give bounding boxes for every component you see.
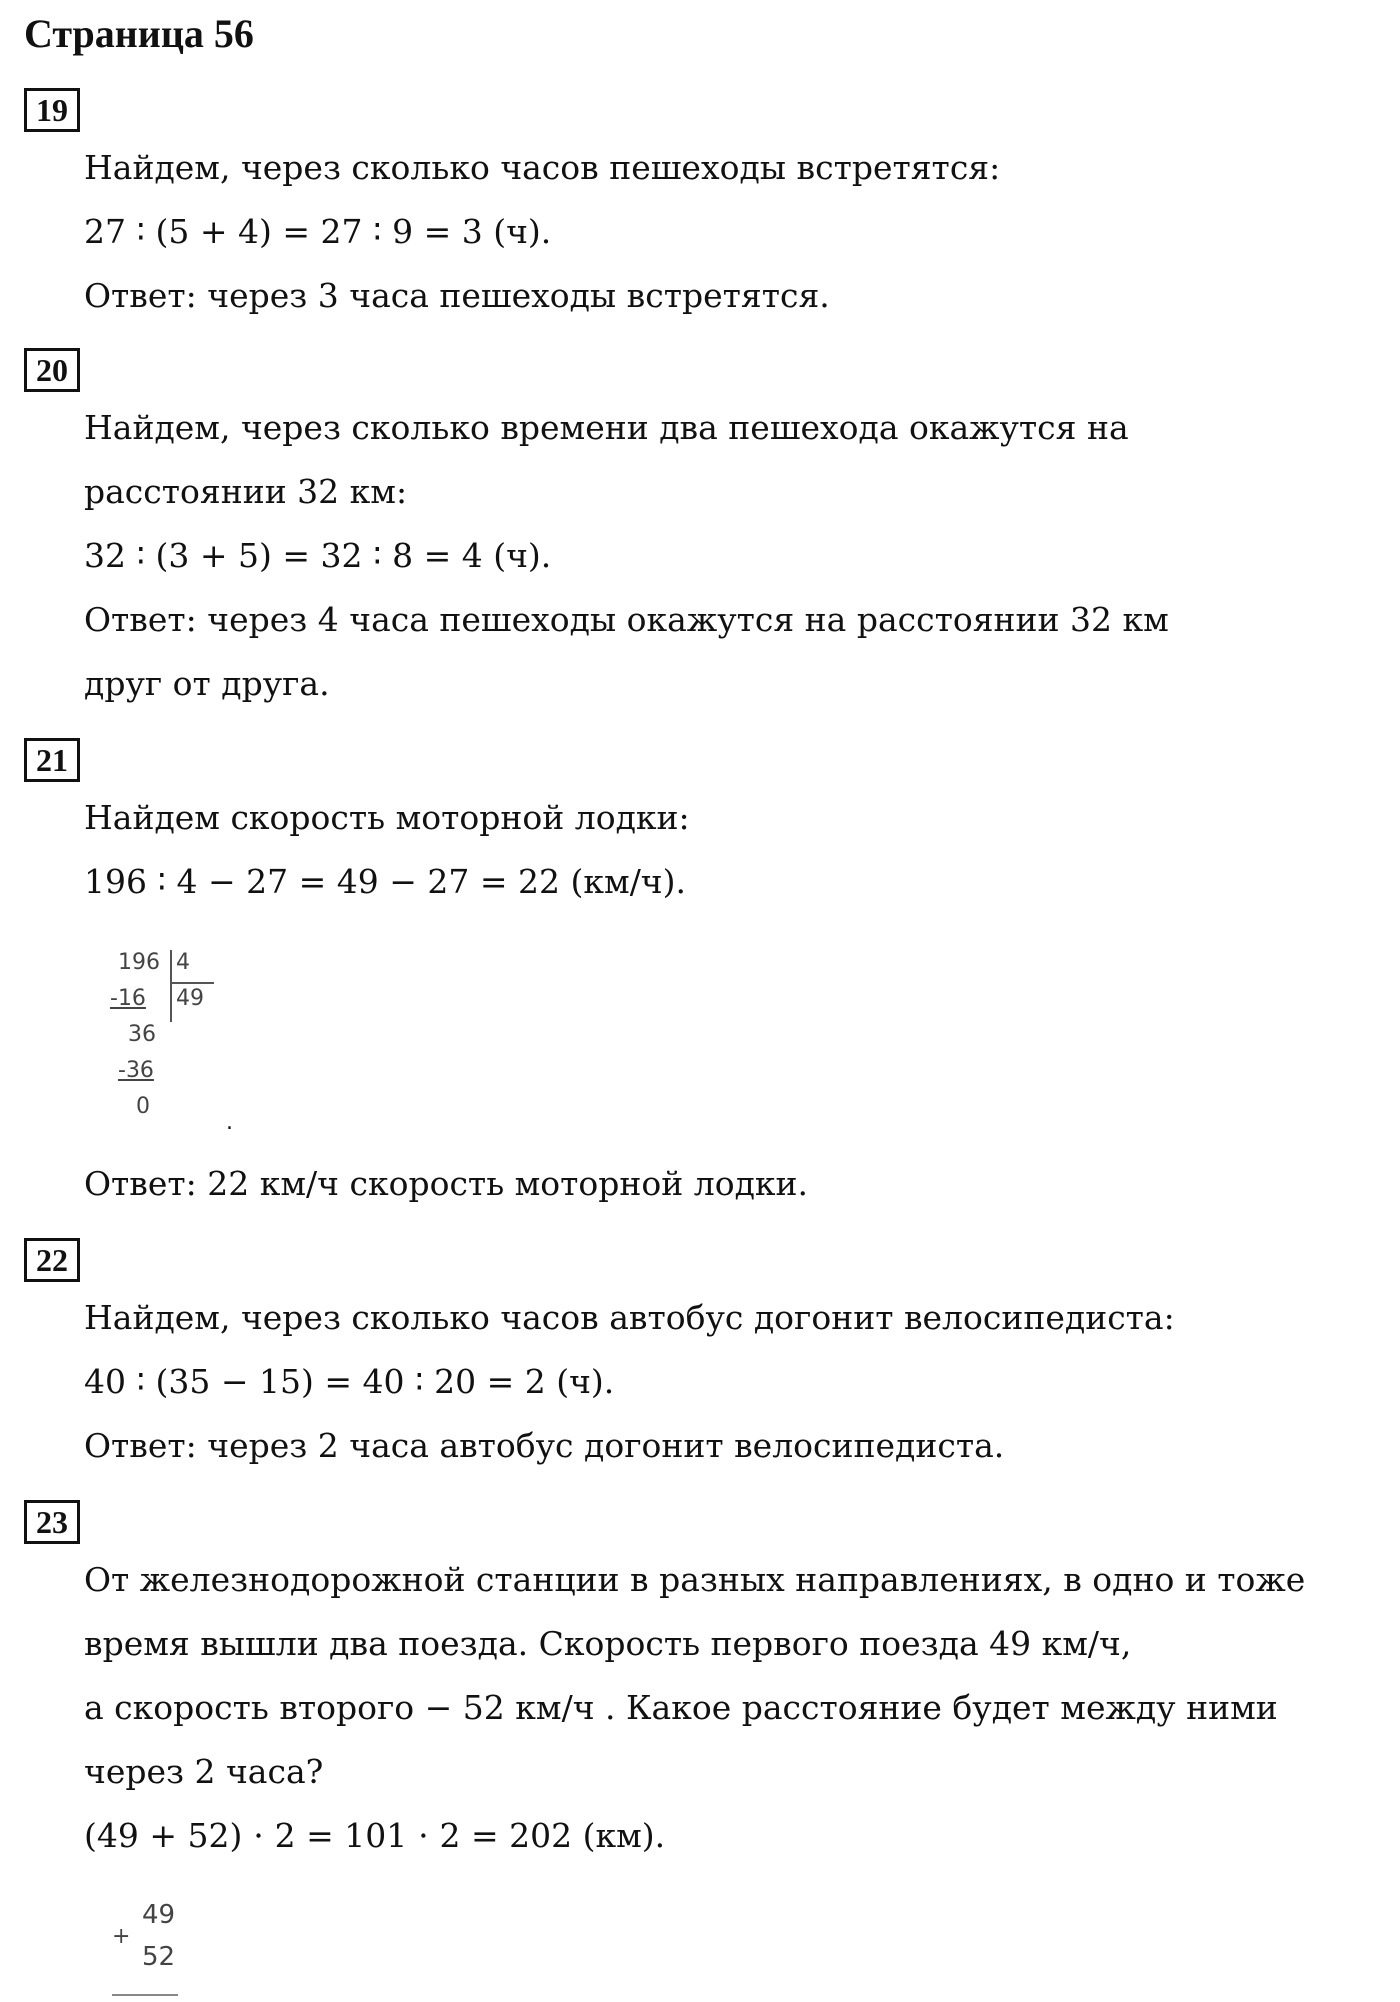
division-quotient: 49	[176, 986, 204, 1011]
task-23-line-5: (49 + 52) ⋅ 2 = 101 ⋅ 2 = 202 (км).	[84, 1816, 666, 1855]
task-20-line-2: расстоянии 32 км:	[84, 472, 408, 511]
task-23-line-2: время вышли два поезда. Скорость первого поезда 49 км/ч,	[84, 1624, 1132, 1663]
task-20-line-1: Найдем, через сколько времени два пешехода окажутся на	[84, 408, 1129, 447]
task-20-answer: Ответ: через 4 часа пешеходы окажутся на расстоянии 32 км	[84, 600, 1169, 639]
task-22-line-1: Найдем, через сколько часов автобус догонит велосипедиста:	[84, 1298, 1175, 1337]
division-dot: .	[226, 1110, 233, 1135]
task-19-line-2: 27 ∶ (5 + 4) = 27 ∶ 9 = 3 (ч).	[84, 212, 552, 251]
division-remainder-2: 0	[136, 1094, 150, 1119]
division-quotient-line	[170, 982, 214, 984]
task-number-21: 21	[24, 738, 80, 782]
task-19-answer: Ответ: через 3 часа пешеходы встретятся.	[84, 276, 830, 315]
addition-operand-b: 52	[142, 1942, 176, 1972]
task-19-line-1: Найдем, через сколько часов пешеходы встретятся:	[84, 148, 1001, 187]
task-22-answer: Ответ: через 2 часа автобус догонит велосипедиста.	[84, 1426, 1005, 1465]
task-number-20: 20	[24, 348, 80, 392]
task-21-line-2: 196 ∶ 4 − 27 = 49 − 27 = 22 (км/ч).	[84, 862, 686, 901]
division-divisor: 4	[176, 950, 190, 975]
task-23-line-4: через 2 часа?	[84, 1752, 324, 1791]
task-23-line-1: От железнодорожной станции в разных направлениях, в одно и тоже	[84, 1560, 1306, 1599]
task-21-answer: Ответ: 22 км/ч скорость моторной лодки.	[84, 1164, 809, 1203]
division-step-1: -16	[110, 986, 146, 1011]
page-title: Страница 56	[24, 11, 254, 56]
division-step-2: -36	[118, 1058, 154, 1083]
task-20-line-3: 32 ∶ (3 + 5) = 32 ∶ 8 = 4 (ч).	[84, 536, 552, 575]
addition-operand-a: 49	[142, 1900, 176, 1930]
division-dividend: 196	[118, 950, 160, 975]
task-number-22: 22	[24, 1238, 80, 1282]
task-22-line-2: 40 ∶ (35 − 15) = 40 ∶ 20 = 2 (ч).	[84, 1362, 615, 1401]
task-number-19: 19	[24, 88, 80, 132]
task-20-answer-cont: друг от друга.	[84, 664, 330, 703]
task-number-23: 23	[24, 1500, 80, 1544]
addition-sign: +	[112, 1924, 131, 1949]
addition-line	[112, 1994, 178, 1996]
task-23-line-3: а скорость второго − 52 км/ч . Какое расстояние будет между ними	[84, 1688, 1278, 1727]
task-21-line-1: Найдем скорость моторной лодки:	[84, 798, 690, 837]
division-remainder-1: 36	[128, 1022, 156, 1047]
division-vertical-bar	[170, 950, 172, 1022]
